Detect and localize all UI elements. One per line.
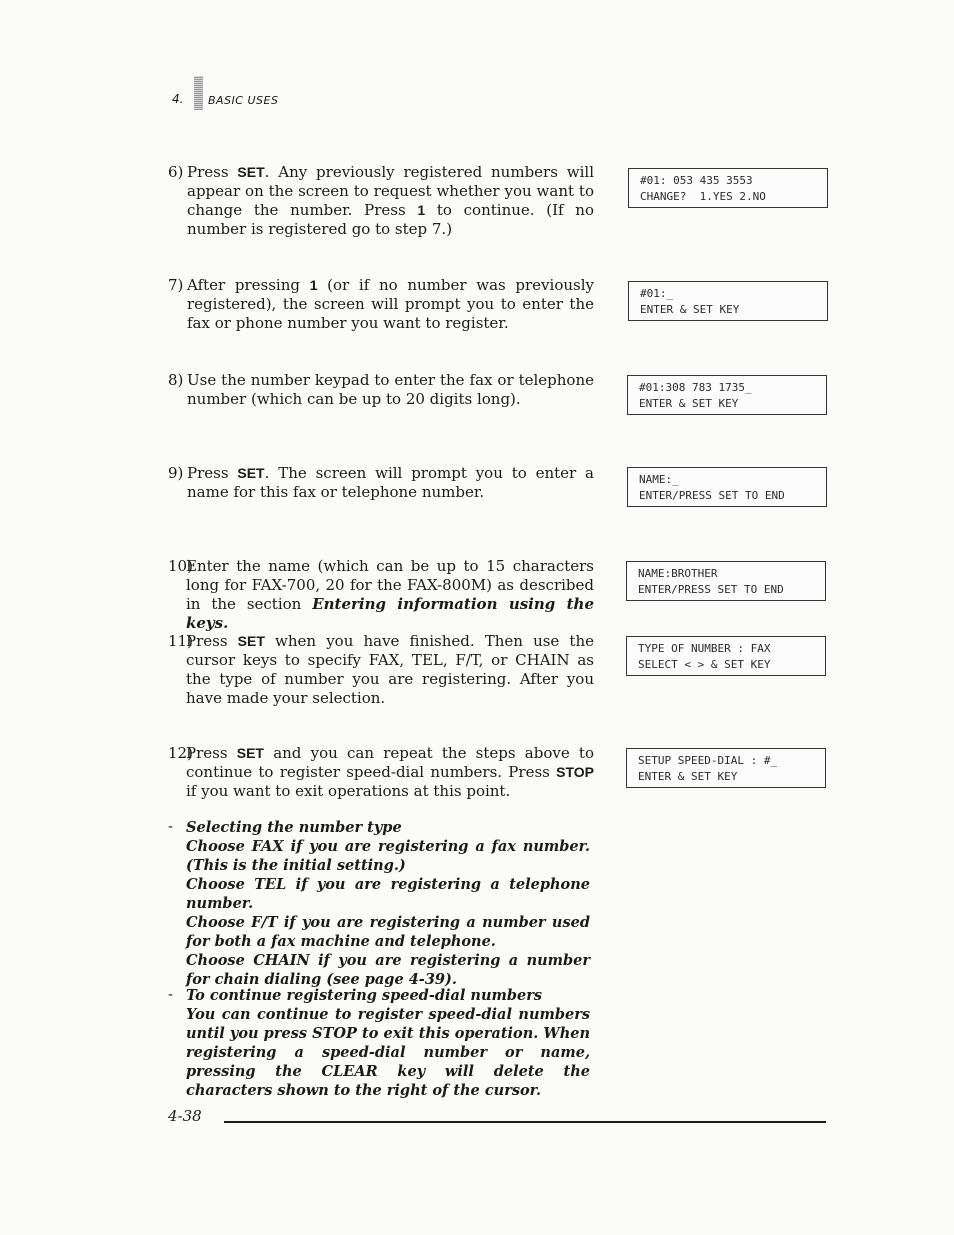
note-title: Selecting the number type: [186, 819, 402, 836]
lcd-line-2: CHANGE? 1.YES 2.NO: [640, 190, 766, 203]
page-number: 4-38: [168, 1107, 202, 1125]
note-selecting-number-type: [168, 818, 590, 989]
step-text-run: . Any previously registered numbers will appear on the screen to request whether you want to change the number. Press: [187, 163, 594, 219]
step-text-run: . The screen will prompt you to enter a name for this fax or telephone number.: [187, 464, 594, 501]
lcd-line-2: ENTER & SET KEY: [639, 397, 739, 410]
lcd-line-2: ENTER/PRESS SET TO END: [638, 583, 784, 596]
key-name: 1: [417, 202, 426, 218]
lcd-line-1: NAME:_: [639, 473, 679, 486]
chapter-tab-marker: [194, 76, 203, 110]
step-10: [168, 557, 594, 633]
lcd-display-type-of-number: [626, 636, 826, 676]
step-number: 7): [168, 276, 184, 294]
lcd-display-enter-name: [627, 467, 827, 507]
step-7: [168, 276, 594, 333]
step-text: [186, 557, 594, 633]
lcd-display-setup-speed-dial: [626, 748, 826, 788]
step-text-run: to continue. (If no number is registered go to step 7.): [187, 201, 594, 238]
step-number: 8): [168, 371, 184, 389]
step-text: [186, 632, 594, 708]
step-9: [168, 464, 594, 502]
lcd-display-enter-number: [628, 281, 828, 321]
step-text-run: and you can repeat the steps above to continue to register speed-dial numbers. Press: [186, 744, 594, 781]
step-number: 11): [168, 632, 193, 650]
step-12: [168, 744, 594, 801]
step-8: [168, 371, 594, 409]
step-text-run: After pressing: [187, 276, 310, 294]
step-11: [168, 632, 594, 708]
step-text-run: when you have finished. Then use the cursor keys to specify FAX, TEL, F/T, or CHAIN as the type of number you are registering. After you have made your selection.: [186, 632, 595, 707]
step-number: 12): [168, 744, 193, 762]
step-text: [186, 744, 594, 801]
step-number: 9): [168, 464, 184, 482]
lcd-line-1: #01: 053 435 3553: [640, 174, 753, 187]
step-text-run: Press: [186, 744, 237, 762]
step-text: [187, 464, 594, 502]
key-name: SET: [237, 633, 265, 649]
step-number: 10): [168, 557, 193, 575]
step-text-run: (or if no number was previously registered), the screen will prompt you to enter the fax or phone number you want to register.: [187, 276, 594, 332]
key-name: SET: [237, 465, 265, 481]
chapter-number: 4.: [172, 92, 184, 106]
lcd-line-2: ENTER & SET KEY: [638, 770, 738, 783]
note-line: Choose CHAIN if you are registering a number for chain dialing (see page 4-39).: [186, 952, 590, 988]
note-dash: -: [168, 987, 173, 1003]
chapter-title: BASIC USES: [208, 94, 279, 107]
section-reference: Entering information using the keys.: [186, 595, 594, 632]
note-line: You can continue to register speed-dial numbers until you press STOP to exit this operation. When registering a speed-dial number or name, pressing the CLEAR key will delete the characters shown to the right of the cursor.: [186, 1006, 590, 1099]
step-number: 6): [168, 163, 184, 181]
lcd-display-number-entered: [627, 375, 827, 415]
lcd-line-1: SETUP SPEED-DIAL : #_: [638, 754, 778, 767]
footer-rule: [224, 1121, 826, 1123]
note-line: Choose FAX if you are registering a fax number. (This is the initial setting.): [186, 838, 590, 874]
lcd-line-2: ENTER & SET KEY: [640, 303, 740, 316]
lcd-display-change-number: [628, 168, 828, 208]
step-text: [187, 163, 594, 239]
step-text-run: Press: [187, 163, 238, 181]
note-line: Choose TEL if you are registering a telephone number.: [186, 876, 590, 912]
key-name: SET: [236, 745, 264, 761]
step-text-run: Press: [187, 464, 238, 482]
note-dash: -: [168, 819, 173, 835]
step-text-run: if you want to exit operations at this point.: [186, 782, 511, 800]
step-text: [187, 276, 594, 333]
step-text-run: Use the number keypad to enter the fax or telephone number (which can be up to 20 digits long).: [187, 371, 594, 408]
key-name: STOP: [556, 764, 594, 780]
step-6: [168, 163, 594, 239]
lcd-line-1: #01:_: [640, 287, 674, 300]
note-continue-registering: [168, 986, 590, 1100]
note-title: To continue registering speed-dial numbers: [186, 987, 543, 1004]
step-text: [187, 371, 594, 409]
step-text-run: Enter the name (which can be up to 15 characters long for FAX-700, 20 for the FAX-800M) as described in the section: [186, 557, 594, 613]
lcd-line-2: SELECT < > & SET KEY: [638, 658, 771, 671]
lcd-line-1: NAME:BROTHER: [638, 567, 718, 580]
lcd-line-1: TYPE OF NUMBER : FAX: [638, 642, 771, 655]
note-line: Choose F/T if you are registering a number used for both a fax machine and telephone.: [186, 914, 590, 950]
lcd-line-1: #01:308 783 1735_: [639, 381, 752, 394]
key-name: 1: [309, 277, 318, 293]
key-name: SET: [237, 164, 265, 180]
lcd-display-name-entered: [626, 561, 826, 601]
step-text-run: Press: [186, 632, 238, 650]
lcd-line-2: ENTER/PRESS SET TO END: [639, 489, 785, 502]
